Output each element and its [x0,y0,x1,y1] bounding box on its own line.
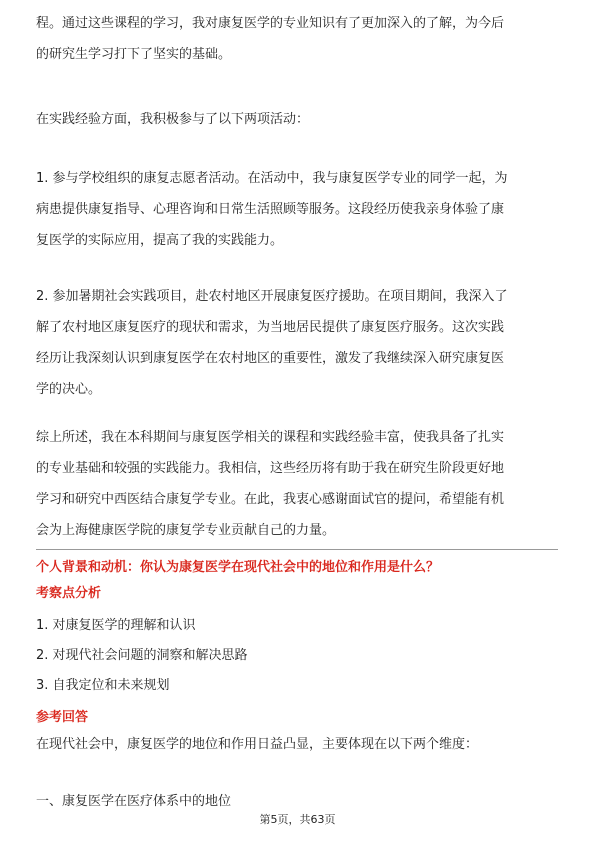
list-item: 2. 对现代社会问题的洞察和解决思路 [36,648,248,663]
section-divider [36,549,558,550]
text-line: 程。通过这些课程的学习，我对康复医学的专业知识有了更加深入的了解，为今后 [36,16,505,31]
section-heading: 一、康复医学在医疗体系中的地位 [36,794,232,809]
text-line: 学的决心。 [36,382,102,397]
text-line: 经历让我深刻认识到康复医学在农村地区的重要性，激发了我继续深入研究康复医 [36,351,505,366]
paragraph-course-summary [36,8,564,70]
paragraph-conclusion [36,422,564,546]
text-line: 病患提供康复指导、心理咨询和日常生活照顾等服务。这段经历使我亲身体验了康 [36,202,505,217]
analysis-heading: 考察点分析 [36,586,102,601]
text-line: 2. 参加暑期社会实践项目，赴农村地区开展康复医疗援助。在项目期间，我深入了 [36,289,508,304]
analysis-points-list [36,611,564,701]
text-line: 会为上海健康医学院的康复学专业贡献自己的力量。 [36,523,336,538]
answer-intro: 在现代社会中，康复医学的地位和作用日益凸显，主要体现在以下两个维度： [36,737,479,752]
text-line: 在实践经验方面，我积极参与了以下两项活动： [36,112,310,127]
list-item: 3. 自我定位和未来规划 [36,678,170,693]
text-line: 的研究生学习打下了坚实的基础。 [36,47,232,62]
text-line: 的专业基础和较强的实践能力。我相信，这些经历将有助于我在研究生阶段更好地 [36,461,505,476]
interview-question: 个人背景和动机：你认为康复医学在现代社会中的地位和作用是什么？ [36,560,440,575]
answer-heading: 参考回答 [36,710,89,725]
paragraph-volunteer-activity [36,163,564,256]
text-line: 复医学的实际应用，提高了我的实践能力。 [36,233,284,248]
paragraph-practice-intro [36,104,564,135]
text-line: 综上所述，我在本科期间与康复医学相关的课程和实践经验丰富，使我具备了扎实 [36,430,505,445]
text-line: 1. 参与学校组织的康复志愿者活动。在活动中，我与康复医学专业的同学一起，为 [36,171,508,186]
page-number-footer: 第5页，共63页 [259,813,336,826]
text-line: 解了农村地区康复医疗的现状和需求，为当地居民提供了康复医疗服务。这次实践 [36,320,505,335]
paragraph-summer-practice [36,281,564,405]
list-item: 1. 对康复医学的理解和认识 [36,618,196,633]
text-line: 学习和研究中西医结合康复学专业。在此，我衷心感谢面试官的提问，希望能有机 [36,492,505,507]
